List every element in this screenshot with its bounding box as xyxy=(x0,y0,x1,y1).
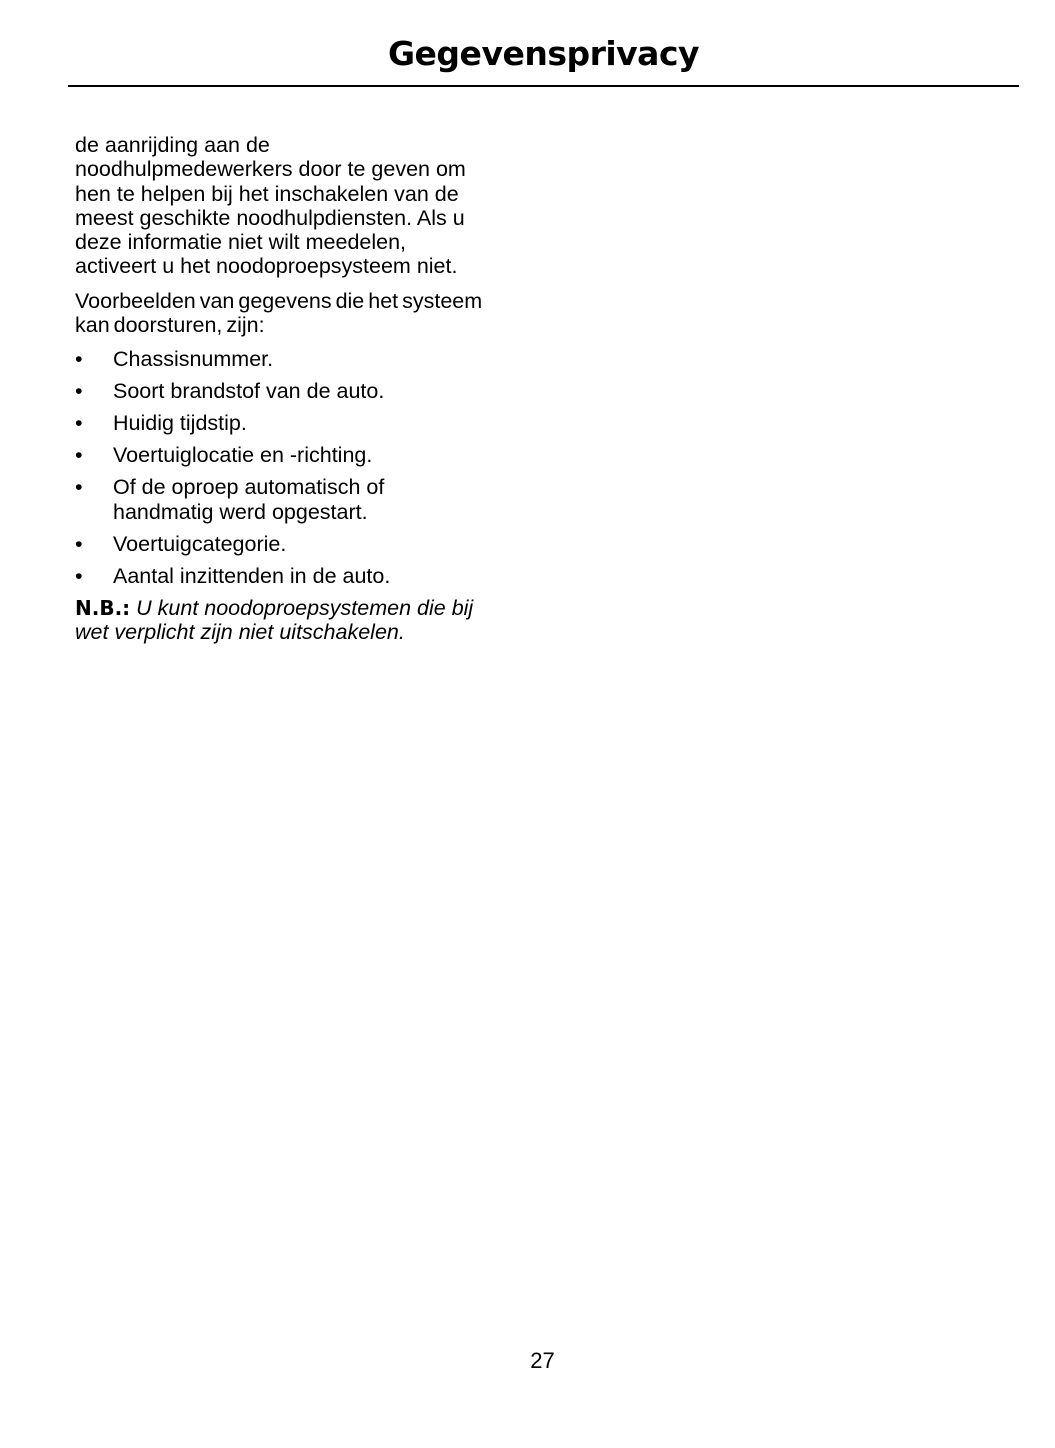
text-line: Voorbeelden van gegevens die het systeem xyxy=(75,288,483,313)
text-line: de aanrijding aan de xyxy=(75,133,270,157)
bullet-icon: • xyxy=(75,475,83,500)
list-item xyxy=(75,347,535,371)
bullet-icon: • xyxy=(75,563,83,588)
list-item-text: handmatig werd opgestart. xyxy=(113,499,368,524)
note-text: wet verplicht zijn niet uitschakelen. xyxy=(75,619,405,644)
text-line: kan doorsturen, zijn: xyxy=(75,313,265,338)
list-item-text: Chassisnummer. xyxy=(113,347,274,372)
bullet-icon: • xyxy=(75,411,83,436)
list-item-text: Soort brandstof van de auto. xyxy=(113,379,385,404)
list-item-text: Voertuiglocatie en -richting. xyxy=(113,443,373,468)
bullet-icon: • xyxy=(75,347,83,372)
header-divider xyxy=(68,85,1019,87)
list-item-text: Huidig tijdstip. xyxy=(113,411,247,436)
bullet-icon: • xyxy=(75,531,83,556)
bullet-icon: • xyxy=(75,443,83,468)
text-line: activeert u het noodoproepsysteem niet. xyxy=(75,254,458,279)
text-line: deze informatie niet wilt meedelen, xyxy=(75,230,407,255)
list-item xyxy=(75,411,535,435)
page-title: Gegevensprivacy xyxy=(387,34,700,73)
page-number: 27 xyxy=(530,1348,555,1373)
list-item-text: Voertuigcategorie. xyxy=(113,531,287,556)
note-label: N.B.: xyxy=(75,595,131,620)
list-item xyxy=(75,532,535,556)
note-text: U kunt noodoproepsystemen die bij xyxy=(130,595,474,620)
content-column xyxy=(75,133,535,654)
bullet-icon: • xyxy=(75,379,83,404)
list-item xyxy=(75,379,535,403)
examples-paragraph xyxy=(75,289,535,338)
text-line: noodhulpmedewerkers door te geven om xyxy=(75,157,466,182)
note-paragraph xyxy=(75,596,535,645)
text-line: hen te helpen bij het inschakelen van de xyxy=(75,181,459,206)
text-line: meest geschikte noodhulpdiensten. Als u xyxy=(75,205,465,230)
list-item-text: Of de oproep automatisch of xyxy=(113,475,385,500)
data-examples-list xyxy=(75,347,535,588)
list-item-text: Aantal inzittenden in de auto. xyxy=(113,563,391,588)
list-item xyxy=(75,564,535,588)
list-item xyxy=(75,443,535,467)
intro-paragraph xyxy=(75,133,535,279)
list-item xyxy=(75,475,535,524)
